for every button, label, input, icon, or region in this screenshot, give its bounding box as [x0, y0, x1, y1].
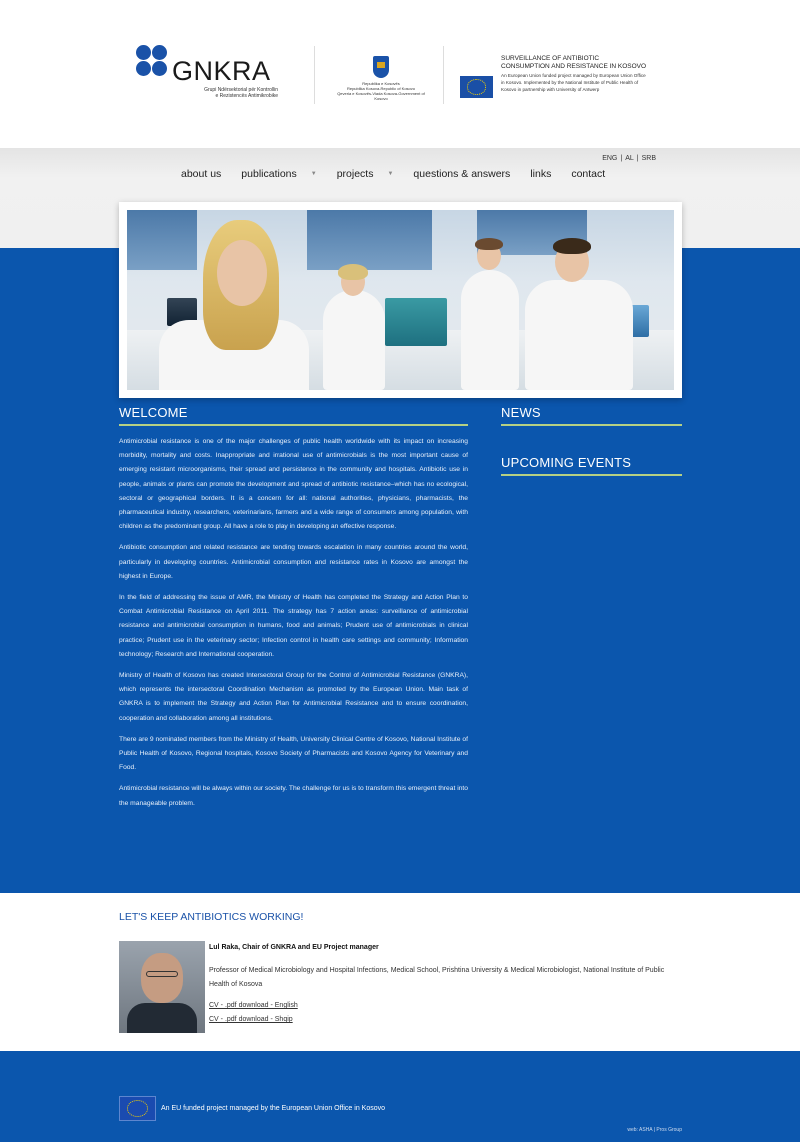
- footer-text: An EU funded project managed by the European Union Office in Kosovo: [161, 1105, 386, 1112]
- chevron-down-icon: ▼: [387, 171, 394, 177]
- lang-eng[interactable]: ENG: [602, 155, 618, 162]
- divider: [314, 46, 315, 104]
- divider: [443, 46, 444, 104]
- news-underline: [501, 424, 682, 426]
- footer-credit-link[interactable]: web: ASHA | Pros Group: [627, 1127, 682, 1133]
- welcome-paragraph: There are 9 nominated members from the Ministry of Health, University Clinical Centre of Kosovo, National Institute of Public Health of Kosovo, Regional hospitals, Kosovo Society of Pharmacists and Kosovo Agency for Veterinary and Food.: [119, 735, 468, 772]
- welcome-paragraph: Antibiotic consumption and related resistance are tending towards escalation in many countries around the world, particularly in developing countries. Antimicrobial consumption and resistance rates in Kosovo are amongst the highest in Europe.: [119, 544, 468, 580]
- hero-photo-laboratory: [127, 210, 674, 390]
- welcome-paragraph: Antimicrobial resistance is one of the major challenges of public health worldwide with its impact on increasing morbidity, mortality and costs. Inappropriate and irrational use of antimicrobials is the most important cause of emerging resistant microorganisms, their spread and persistence in the community and hospitals. Antibiotic use in people, animals or plants can promote the development and spread of antibiotic resistance–which has no ecological, sectoral or geographical borders. It is a concern for all: national authorities, physicians, pharmacists, the pharmaceutical industry, researchers, veterinarians, farmers and a wide range of consumers among population, with children as the predominant group. All have a role to play in developing an effective response.: [119, 438, 468, 531]
- welcome-paragraph: Antimicrobial resistance will be always within our society. The challenge for us is to transform this emergent threat into the manageable problem.: [119, 785, 468, 807]
- person-description: Professor of Medical Microbiology and Hospital Infections, Medical School, Prishtina University & Medical Microbiologist, National Institute of Public Health of Kosova: [209, 967, 665, 988]
- upcoming-events-heading[interactable]: UPCOMING EVENTS: [501, 455, 632, 470]
- nav-questions-answers[interactable]: questions & answers: [413, 168, 511, 180]
- hero-banner: [119, 202, 682, 398]
- nav-projects[interactable]: projects ▼: [336, 168, 394, 180]
- surveillance-project-info: SURVEILLANCE OF ANTIBIOTIC CONSUMPTION AND RESISTANCE IN KOSOVO An European Union funded project managed by European Union Office in Kosovo. Implemented by the National Institute of Public Health of Kosovo in partnership with University of Antwerp: [501, 55, 647, 92]
- nav-links[interactable]: links: [530, 168, 552, 180]
- nav-about-us[interactable]: about us: [181, 168, 222, 180]
- eu-flag-icon: [460, 76, 493, 98]
- kosovo-government-logo: Republika e Kosovës Republika Kosova-Republic of Kosovo Qeveria e Kosovës-Vlada Kosova-Government of Kosovo: [334, 56, 428, 101]
- events-underline: [501, 474, 682, 476]
- logo-text[interactable]: GNKRA: [172, 56, 271, 86]
- news-heading[interactable]: NEWS: [501, 405, 541, 420]
- campaign-heading: LET'S KEEP ANTIBIOTICS WORKING!: [119, 911, 304, 923]
- welcome-paragraph: In the field of addressing the issue of AMR, the Ministry of Health has completed the Strategy and Action Plan to Combat Antimicrobial Resistance on April 2011. The strategy has 7 action areas: surveillance of antimicrobial resistance and antimicrobial consumption in humans, food and animals; Prudent use of antimicrobials in clinical practice; Prudent use in the veterinary sector; Infection control in health care settings and community; Information technology; Research and International cooperation.: [119, 594, 468, 658]
- site-header: [0, 0, 800, 148]
- cv-download-shqip-link[interactable]: CV - .pdf download - Shqip: [209, 1016, 293, 1023]
- nav-contact[interactable]: contact: [571, 168, 606, 180]
- welcome-body: [119, 435, 468, 818]
- kosovo-crest-icon: [373, 56, 389, 78]
- person-photo: [119, 941, 205, 1033]
- language-switcher: ENG | AL | SRB: [599, 155, 659, 162]
- cv-download-english-link[interactable]: CV - .pdf download - English: [209, 1002, 298, 1009]
- welcome-underline: [119, 424, 468, 426]
- gnkra-logo-icon[interactable]: [136, 45, 168, 77]
- logo-subtitle: Grupi Ndërsektorial për Kontrollin e Rezistencës Antimikrobike: [204, 87, 278, 99]
- welcome-heading: WELCOME: [119, 405, 188, 420]
- main-nav: [181, 168, 625, 180]
- nav-publications[interactable]: publications ▼: [241, 168, 317, 180]
- lang-srb[interactable]: SRB: [641, 155, 656, 162]
- chevron-down-icon: ▼: [310, 171, 317, 177]
- eu-flag-icon: [119, 1096, 156, 1121]
- welcome-paragraph: Ministry of Health of Kosovo has created Intersectoral Group for the Control of Antimicrobial Resistance (GNKRA), which represents the intersectoral Coordination Mechanism as promoted by the European Union. Main task of GNKRA is to implement the Strategy and Action Plan for Antimicrobial Resistance and to ensure coordination, cooperation and collaboration among all institutions.: [119, 672, 468, 722]
- person-name: Lul Raka, Chair of GNKRA and EU Project manager: [209, 944, 379, 951]
- lang-al[interactable]: AL: [625, 155, 634, 162]
